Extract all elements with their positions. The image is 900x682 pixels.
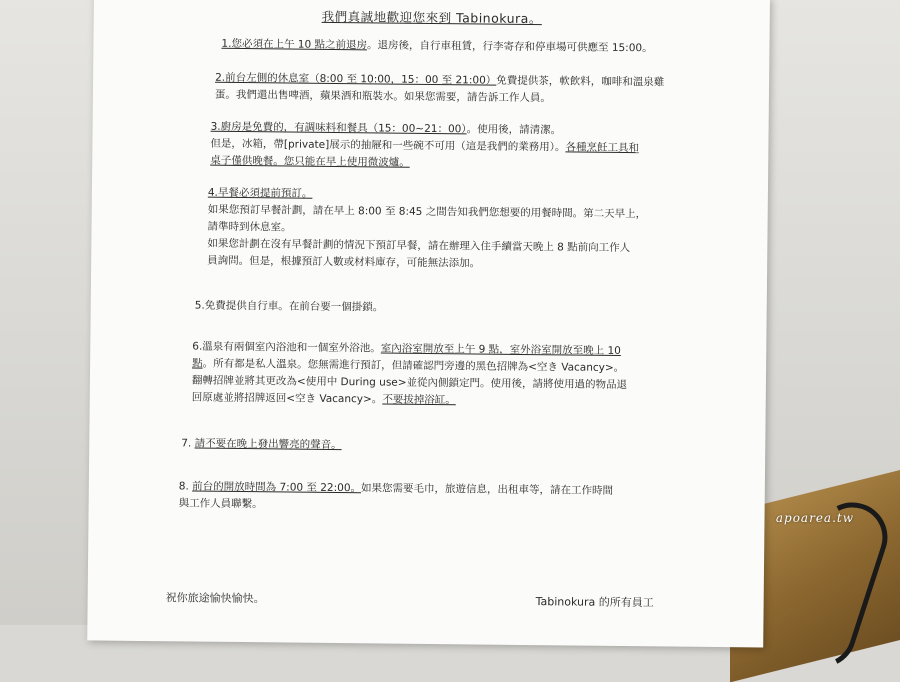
underlined-text: 3.廚房是免費的，有調味料和餐具（15：00~21：00）: [210, 120, 467, 136]
rule-text: 請準時到休息室。: [207, 220, 292, 234]
rule-text: 6.溫泉有兩個室內浴池和一個室外浴池。: [192, 340, 381, 355]
rule-line: [221, 36, 652, 58]
underlined-text: 室內浴室開放至上午 9 點，室外浴室開放至晚上 10: [380, 342, 621, 357]
rule-line: [181, 435, 342, 454]
underlined-text: 請不要在晚上發出響亮的聲音。: [194, 437, 342, 452]
rule-text: 翻轉招牌並將其更改為<使用中 During use>並從內側鎖定門。使用後，請將使用過的物品退: [191, 374, 628, 392]
rule-text: 與工作人員聯繫。: [178, 497, 263, 511]
rule-text: 如果您需要毛巾，旅遊信息，出租車等，請在工作時間: [360, 482, 614, 497]
rule-text: 如果您計劃在沒有早餐計劃的情況下預訂早餐，請在辦理入住手續當天晚上 8 點前向工作人: [207, 237, 631, 255]
underlined-text: 2.前台左側的休息室（8:00 至 10:00，15：00 至 21:00）: [215, 71, 497, 87]
rule-item: [179, 478, 614, 517]
rule-text: 但是，冰箱，帶[private]展示的抽屜和一些碗不可用（這是我們的業務用）。: [210, 137, 566, 154]
rule-text: 7.: [181, 437, 195, 450]
rule-item: [221, 36, 652, 58]
rule-item: [181, 435, 342, 454]
rule-item: [192, 339, 628, 412]
notice-paper: [87, 0, 770, 648]
closing-greeting: 祝你旅途愉快愉快。: [165, 591, 265, 606]
rule-text: 8.: [178, 480, 193, 493]
underlined-text: 不要拔掉浴缸。: [382, 393, 456, 407]
rule-text: 回原處並將招牌返回<空き Vacancy>。: [191, 391, 383, 406]
underlined-text: 點: [192, 357, 203, 370]
staff-signature: Tabinokura 的所有員工: [535, 595, 654, 610]
underlined-text: 4.早餐必須提前預訂。: [207, 186, 313, 200]
rule-text: 如果您預訂早餐計劃，請在早上 8:00 至 8:45 之間告知我們您想要的用餐時間。第二天早上，: [207, 203, 647, 221]
underlined-text: 前台的開放時間為 7:00 至 22:00。: [192, 480, 362, 495]
notice-title: 我們真誠地歡迎您來到 Tabinokura。: [321, 8, 542, 27]
underlined-text: 各種烹飪工具和: [565, 141, 640, 155]
rule-text: 5.免費提供自行車。在前台要一個掛鎖。: [194, 299, 384, 314]
rule-item: [207, 185, 646, 275]
rule-item: [195, 298, 384, 317]
rule-text: 員詢問。但是，根據預訂人數或材料庫存，可能無法添加。: [207, 254, 481, 270]
rule-text: 。退房後，自行車租賃，行李寄存和停車場可供應至 15:00。: [366, 39, 653, 55]
rule-text: 免費提供茶，軟飲料，咖啡和溫泉雞: [496, 74, 665, 89]
watermark: apoarea.tw: [775, 511, 854, 525]
rule-item: [215, 70, 665, 109]
rule-item: [210, 119, 639, 174]
rule-line: [195, 298, 384, 317]
underlined-text: 桌子僅供晚餐。您只能在早上使用微波爐。: [210, 154, 410, 169]
rule-text: 蛋。我們還出售啤酒，蘋果酒和瓶裝水。如果您需要，請告訴工作人員。: [214, 88, 551, 105]
rule-text: 。使用後，請清潔。: [466, 123, 562, 137]
underlined-text: 1.您必須在上午 10 點之前退房: [221, 37, 368, 52]
rule-text: 。所有都是私人溫泉。您無需進行預訂，但請確認門旁邊的黑色招牌為<空き Vacancy>。: [202, 357, 625, 375]
